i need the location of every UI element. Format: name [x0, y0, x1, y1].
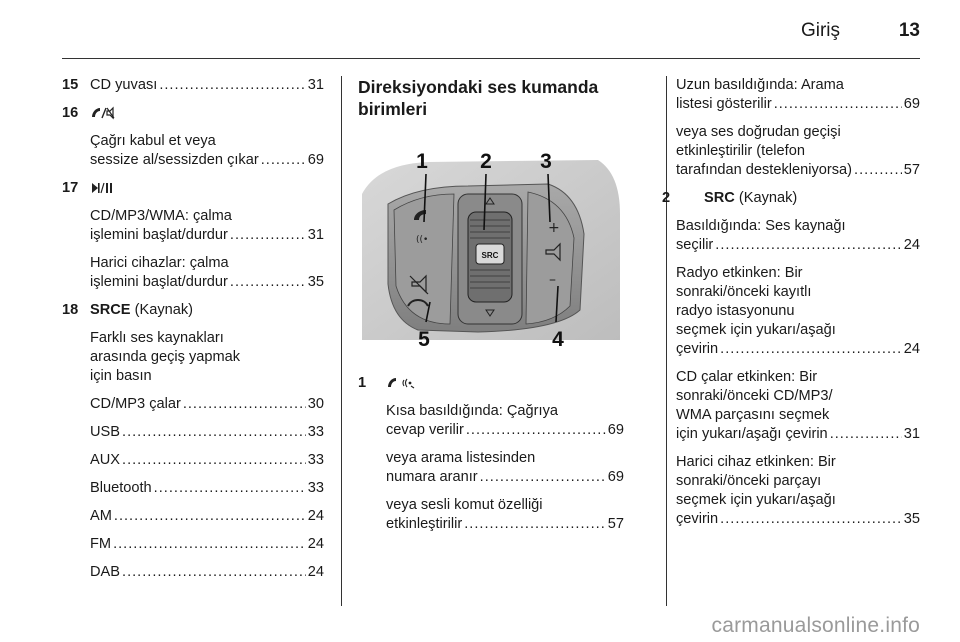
page-header: [0, 0, 960, 60]
entry-1: [358, 374, 624, 534]
key-name: SRC: [704, 190, 735, 206]
page-ref: 57: [903, 162, 920, 178]
header-divider: [62, 58, 920, 59]
page-number: 13: [898, 20, 920, 41]
column-2: [358, 76, 624, 543]
entry-text: Basıldığında: Ses kaynağı: [676, 218, 846, 234]
page-ref: 24: [903, 341, 920, 357]
callout-5: 5: [418, 328, 430, 351]
entry-17: [62, 179, 324, 292]
entry-text: için basın: [90, 368, 152, 384]
page-ref: 30: [307, 396, 324, 412]
page-ref: 31: [903, 426, 920, 442]
entry-text: etkinleştirilir: [386, 516, 463, 532]
entry-text: Harici cihazlar: çalma: [90, 255, 229, 271]
entry-number: 2: [662, 190, 671, 206]
list-item: AM ..... 24: [90, 507, 324, 526]
callout-1: 1: [416, 150, 428, 173]
entry-text: için yukarı/aşağı çevirin: [676, 426, 828, 442]
entry-number: 15: [62, 77, 79, 93]
entry-text: işlemini başlat/durdur: [90, 227, 228, 243]
phone-voice-icon: [386, 376, 416, 390]
column-3: [662, 76, 920, 538]
entry-text: veya sesli komut özelliği: [386, 497, 543, 513]
column-divider-1: [341, 76, 342, 606]
entry-text: radyo istasyonunu: [676, 303, 795, 319]
page-ref: 31: [307, 227, 324, 243]
entry-text: çevirin: [676, 341, 719, 357]
entry-text: listesi gösterilir: [676, 96, 772, 112]
column-1: [62, 76, 324, 591]
entry-text: veya arama listesinden: [386, 450, 536, 466]
entry-text: sonraki/önceki CD/MP3/: [676, 388, 833, 404]
list-item: Bluetooth ..... 33: [90, 479, 324, 498]
src-knob-label: SRC: [481, 251, 499, 260]
entry-number: 1: [358, 375, 367, 391]
entry-text: numara aranır: [386, 469, 478, 485]
entry-number: 16: [62, 105, 79, 121]
page-ref: 24: [307, 508, 324, 524]
entry-text: seçilir: [676, 237, 714, 253]
page-ref: 24: [903, 237, 920, 253]
list-item: AUX ..... 33: [90, 451, 324, 470]
entry-text: çevirin: [676, 511, 719, 527]
entry-number: 18: [62, 302, 79, 318]
entry-text: CD çalar etkinken: Bir: [676, 369, 818, 385]
entry-18: [62, 301, 324, 582]
entry-text: Çağrı kabul et veya: [90, 133, 216, 149]
page-ref: 69: [307, 152, 324, 168]
entry-number: 17: [62, 180, 79, 196]
page-ref: 33: [307, 452, 324, 468]
entry-text: Harici cihaz etkinken: Bir: [676, 454, 836, 470]
entry-text: sessize al/sessizden çıkar: [90, 152, 259, 168]
page-ref: 69: [903, 96, 920, 112]
list-item: USB ..... 33: [90, 423, 324, 442]
entry-text: Radyo etkinken: Bir: [676, 265, 803, 281]
entry-2: [662, 189, 920, 208]
page-title: Giriş: [800, 20, 840, 41]
entry-text: arasında geçiş yapmak: [90, 349, 241, 365]
entry-text: işlemini başlat/durdur: [90, 274, 228, 290]
section-heading: Direksiyondaki ses kumanda birimleri: [358, 77, 599, 119]
key-description: (Kaynak): [738, 190, 798, 206]
entry-text: Uzun basıldığında: Arama: [676, 77, 844, 93]
key-name: SRCE: [90, 302, 131, 318]
page-ref: 69: [607, 469, 624, 485]
svg-text:((•: ((•: [416, 235, 429, 245]
entry-text: veya ses doğrudan geçişi: [676, 124, 841, 140]
next-pause-icon: [90, 181, 116, 195]
callout-3: 3: [540, 150, 552, 173]
page-ref: 33: [307, 480, 324, 496]
page-ref: 24: [307, 536, 324, 552]
entry-text: sonraki/önceki kayıtlı: [676, 284, 812, 300]
entry-text: seçmek için yukarı/aşağı: [676, 492, 836, 508]
callout-4: 4: [552, 328, 564, 351]
page-ref: 31: [307, 77, 324, 93]
callout-2: 2: [480, 150, 492, 173]
page-ref: 35: [903, 511, 920, 527]
page-ref: 33: [307, 424, 324, 440]
entry-text: cevap verilir: [386, 422, 464, 438]
entry-text: tarafından destekleniyorsa): [676, 162, 853, 178]
page-ref: 57: [607, 516, 624, 532]
entry-text: seçmek için yukarı/aşağı: [676, 322, 836, 338]
entry-15: [62, 76, 324, 95]
entry-text: CD yuvası: [90, 77, 158, 93]
key-description: (Kaynak): [134, 302, 194, 318]
list-item: FM ..... 24: [90, 535, 324, 554]
entry-text: sonraki/önceki parçayı: [676, 473, 822, 489]
svg-text:–: –: [549, 272, 556, 288]
entry-text: etkinleştirilir (telefon: [676, 143, 805, 159]
page-ref: 69: [607, 422, 624, 438]
svg-text:+: +: [548, 220, 560, 236]
entry-text: Kısa basıldığında: Çağrıya: [386, 403, 558, 419]
steering-wheel-controls-figure: [358, 134, 624, 360]
list-item: CD/MP3 çalar ..... 30: [90, 395, 324, 414]
entry-text: CD/MP3/WMA: çalma: [90, 208, 232, 224]
page-ref: 35: [307, 274, 324, 290]
entry-text: WMA parçasını seçmek: [676, 407, 830, 423]
phone-mute-icon: [90, 106, 116, 120]
list-item: DAB ..... 24: [90, 563, 324, 582]
watermark: carmanualsonline.info: [711, 614, 920, 637]
entry-text: Farklı ses kaynakları: [90, 330, 224, 346]
column-divider-2: [666, 76, 667, 606]
entry-16: [62, 104, 324, 170]
page-ref: 24: [307, 564, 324, 580]
